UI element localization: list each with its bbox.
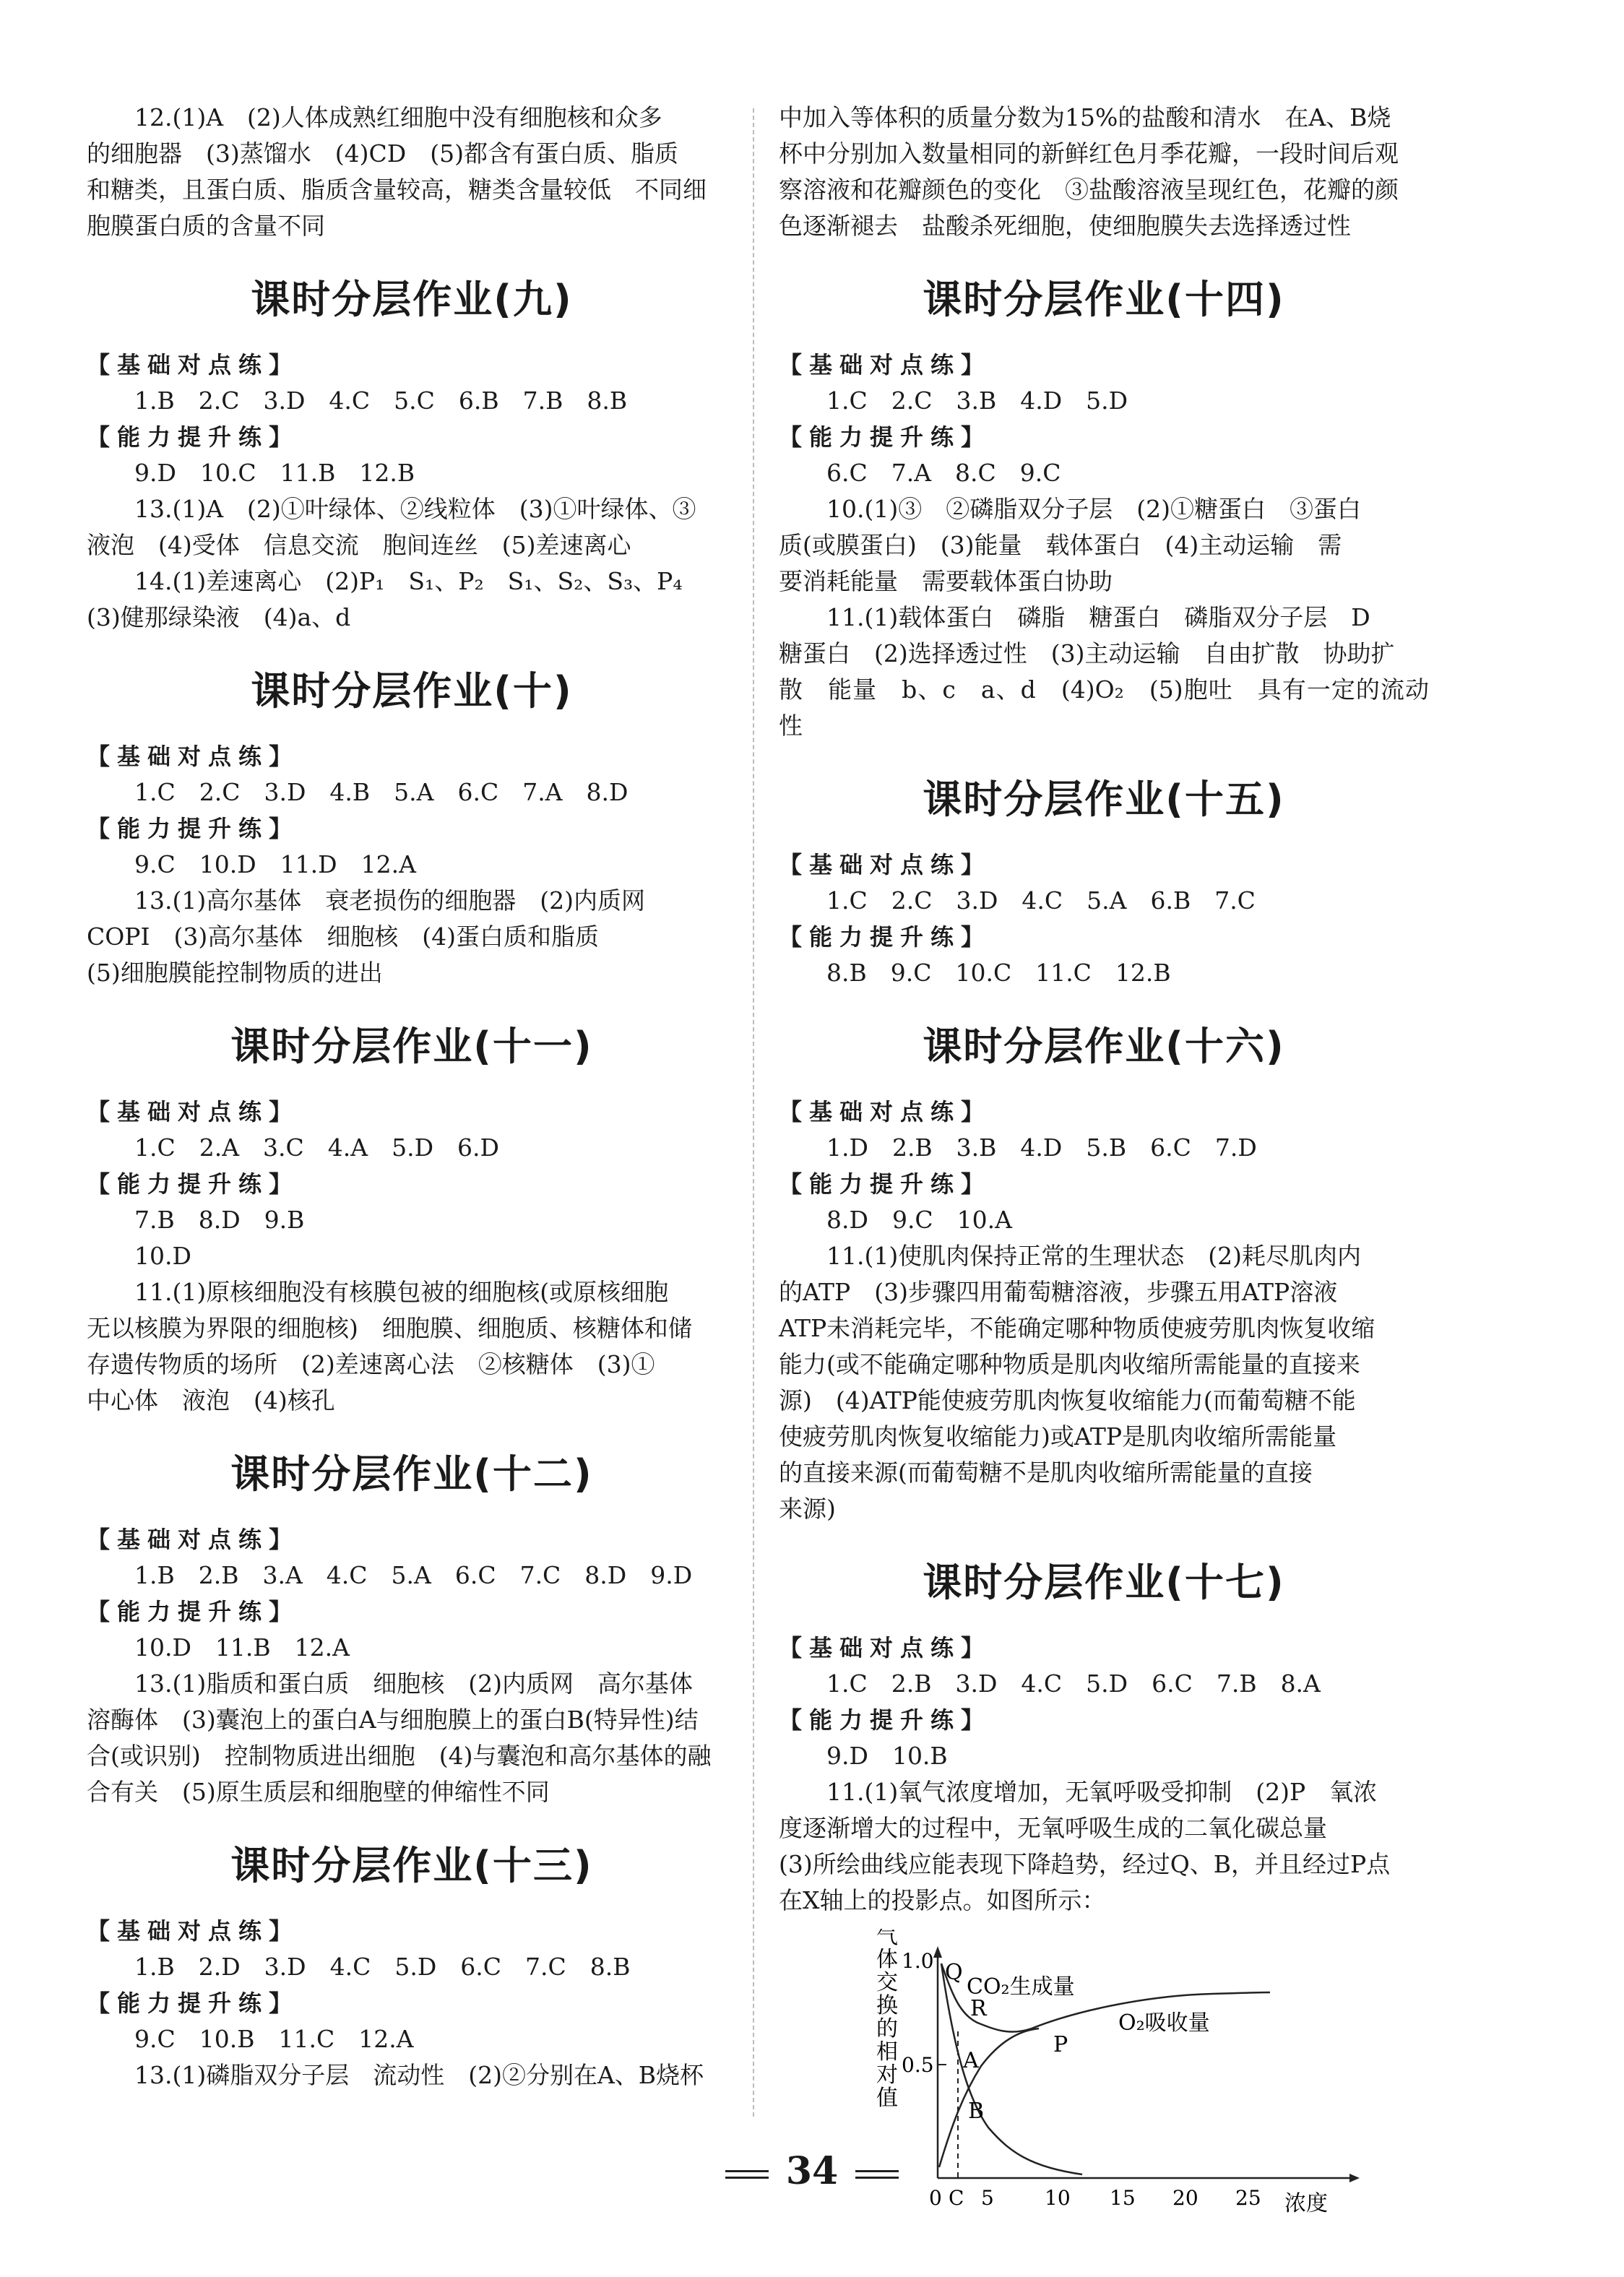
answer-13-line3: (5)细胞膜能控制物质的进出 (87, 959, 383, 987)
answers-advanced: 9.C 10.B 11.C 12.A (134, 2025, 414, 2053)
answer-11-line3: 存遗传物质的场所 (2)差速离心法 ②核糖体 (3)① (87, 1350, 655, 1378)
basic-practice-tag: 【基础对点练】 (87, 1526, 300, 1553)
answer-13-cont-line2: 杯中分别加入数量相同的新鲜红色月季花瓣，一段时间后观 (779, 139, 1399, 168)
answer-11-line2: 度逐渐增大的过程中，无氧呼吸生成的二氧化碳总量 (779, 1814, 1327, 1842)
basic-practice-tag: 【基础对点练】 (87, 743, 300, 770)
answer-10-line2: 质(或膜蛋白) (3)能量 载体蛋白 (4)主动运输 需 (779, 531, 1342, 559)
page-number-text: 34 (785, 2149, 839, 2193)
answers-basic: 1.C 2.C 3.D 4.C 5.A 6.B 7.C (826, 886, 1256, 915)
answer-11-line3: ATP未消耗完毕，不能确定哪种物质使疲劳肌肉恢复收缩 (779, 1314, 1375, 1342)
section-heading-14: 课时分层作业(十四) (923, 277, 1285, 322)
section-heading-9: 课时分层作业(九) (251, 277, 573, 322)
answers-advanced: 7.B 8.D 9.B (134, 1206, 305, 1234)
answers-basic: 1.C 2.C 3.B 4.D 5.D (826, 386, 1128, 415)
point-r: R (970, 1996, 987, 2021)
answers-advanced: 9.D 10.B (826, 1742, 948, 1770)
answers-advanced: 9.D 10.C 11.B 12.B (134, 459, 415, 487)
answer-12-line1: 12.(1)A (2)人体成熟红细胞中没有细胞核和众多 (134, 103, 662, 131)
y-tick-0-5: 0.5 (902, 2053, 934, 2077)
page-number (0, 2149, 1624, 2193)
answer-13-line1: 13.(1)脂质和蛋白质 细胞核 (2)内质网 高尔基体 (134, 1669, 693, 1698)
point-q: Q (945, 1960, 963, 1985)
basic-practice-tag: 【基础对点练】 (87, 1098, 300, 1125)
answers-basic: 1.B 2.C 3.D 4.C 5.C 6.B 7.B 8.B (134, 386, 628, 415)
answers-basic: 1.C 2.B 3.D 4.C 5.D 6.C 7.B 8.A (826, 1669, 1321, 1698)
x-tick-25: 25 (1235, 2186, 1261, 2210)
advanced-practice-tag: 【能力提升练】 (779, 1170, 992, 1198)
answer-14-line2: (3)健那绿染液 (4)a、d (87, 603, 351, 631)
y-tick-1: 1.0 (902, 1949, 934, 1973)
answer-10-line1: 10.(1)③ ②磷脂双分子层 (2)①糖蛋白 ③蛋白 (826, 495, 1361, 523)
point-p: P (1053, 2032, 1068, 2057)
advanced-practice-tag: 【能力提升练】 (87, 1170, 300, 1198)
point-b: B (968, 2099, 985, 2124)
answer-13-line1: 13.(1)A (2)①叶绿体、②线粒体 (3)①叶绿体、③ (134, 495, 696, 523)
answer-11-line6: 使疲劳肌肉恢复收缩能力)或ATP是肌肉收缩所需能量 (779, 1422, 1337, 1451)
basic-practice-tag: 【基础对点练】 (779, 1634, 992, 1662)
answer-12-line4: 胞膜蛋白质的含量不同 (87, 212, 325, 240)
answer-11-line5: 源) (4)ATP能使疲劳肌肉恢复收缩能力(而葡萄糖不能 (779, 1386, 1356, 1414)
x-tick-c: C (949, 2186, 964, 2210)
advanced-practice-tag: 【能力提升练】 (779, 1706, 992, 1734)
o2-label: O₂吸收量 (1118, 2010, 1210, 2036)
answers-advanced: 10.D 11.B 12.A (134, 1633, 350, 1662)
x-axis-label: 浓度 (1284, 2191, 1328, 2216)
point-a: A (963, 2048, 979, 2073)
advanced-practice-tag: 【能力提升练】 (87, 1598, 300, 1625)
page-number-rule-left (725, 2170, 769, 2179)
answer-11-line4: 中心体 液泡 (4)核孔 (87, 1386, 335, 1414)
answer-11-line3: (3)所绘曲线应能表现下降趋势，经过Q、B，并且经过P点 (779, 1850, 1391, 1878)
section-heading-13: 课时分层作业(十三) (230, 1843, 593, 1888)
left-column (87, 100, 737, 2094)
column-divider (753, 108, 754, 2117)
x-tick-0: 0 (929, 2186, 942, 2210)
answer-13-line2: 液泡 (4)受体 信息交流 胞间连丝 (5)差速离心 (87, 531, 631, 559)
answer-11-line8: 来源) (779, 1495, 836, 1523)
answer-11-line4: 在X轴上的投影点。如图所示： (779, 1886, 1106, 1914)
answer-11-line2: 的ATP (3)步骤四用葡萄糖溶液，步骤五用ATP溶液 (779, 1278, 1338, 1306)
advanced-practice-tag: 【能力提升练】 (779, 423, 992, 451)
section-heading-17: 课时分层作业(十七) (923, 1560, 1285, 1605)
advanced-practice-tag: 【能力提升练】 (87, 1989, 300, 2017)
answer-11-line1: 11.(1)氧气浓度增加，无氧呼吸受抑制 (2)P 氧浓 (826, 1778, 1378, 1806)
advanced-practice-tag: 【能力提升练】 (779, 923, 992, 951)
basic-practice-tag: 【基础对点练】 (87, 351, 300, 379)
answers-basic: 1.D 2.B 3.B 4.D 5.B 6.C 7.D (826, 1133, 1257, 1162)
section-heading-16: 课时分层作业(十六) (923, 1024, 1285, 1069)
page-number-rule-right (855, 2170, 899, 2179)
answer-13-line3: 合(或识别) 控制物质进出细胞 (4)与囊泡和高尔基体的融 (87, 1742, 712, 1770)
section-heading-12: 课时分层作业(十二) (230, 1451, 593, 1497)
answer-13-cont-line1: 中加入等体积的质量分数为15%的盐酸和清水 在A、B烧 (779, 103, 1391, 131)
answer-13-line2: COPⅠ (3)高尔基体 细胞核 (4)蛋白质和脂质 (87, 923, 600, 951)
basic-practice-tag: 【基础对点练】 (779, 351, 992, 379)
answer-11-line1: 11.(1)使肌肉保持正常的生理状态 (2)耗尽肌肉内 (826, 1242, 1361, 1270)
answer-14-line1: 14.(1)差速离心 (2)P₁ S₁、P₂ S₁、S₂、S₃、P₄ (134, 567, 683, 595)
x-tick-20: 20 (1172, 2186, 1198, 2210)
answers-basic: 1.B 2.B 3.A 4.C 5.A 6.C 7.C 8.D 9.D (134, 1561, 693, 1589)
right-column (779, 100, 1429, 2218)
answer-12-line2: 的细胞器 (3)蒸馏水 (4)CD (5)都含有蛋白质、脂质 (87, 139, 678, 168)
answer-11-line7: 的直接来源(而葡萄糖不是肌肉收缩所需能量的直接 (779, 1459, 1313, 1487)
advanced-practice-tag: 【能力提升练】 (87, 423, 300, 451)
answer-13-line4: 合有关 (5)原生质层和细胞壁的伸缩性不同 (87, 1778, 550, 1806)
o2-curve (939, 2028, 1039, 2167)
basic-practice-tag: 【基础对点练】 (779, 851, 992, 878)
answer-13-cont-line4: 色逐渐褪去 盐酸杀死细胞，使细胞膜失去选择透过性 (779, 212, 1351, 240)
section-heading-15: 课时分层作业(十五) (923, 777, 1285, 822)
answer-13-line1: 13.(1)高尔基体 衰老损伤的细胞器 (2)内质网 (134, 886, 645, 915)
answers-advanced: 9.C 10.D 11.D 12.A (134, 850, 416, 878)
basic-practice-tag: 【基础对点练】 (87, 1917, 300, 1945)
co2-label: CO₂生成量 (967, 1974, 1075, 2000)
y-axis-label: 气体交换的相对值 (876, 1929, 898, 2111)
advanced-practice-tag: 【能力提升练】 (87, 815, 300, 842)
answers-basic: 1.B 2.D 3.D 4.C 5.D 6.C 7.C 8.B (134, 1953, 631, 1981)
answers-basic: 1.C 2.A 3.C 4.A 5.D 6.D (134, 1133, 499, 1162)
answer-11-line1: 11.(1)原核细胞没有核膜包被的细胞核(或原核细胞 (134, 1278, 669, 1306)
answer-13-line2: 溶酶体 (3)囊泡上的蛋白A与细胞膜上的蛋白B(特异性)结 (87, 1706, 699, 1734)
x-tick-15: 15 (1110, 2186, 1136, 2210)
answer-11-line2: 糖蛋白 (2)选择透过性 (3)主动运输 自由扩散 协助扩 (779, 639, 1395, 667)
x-tick-10: 10 (1045, 2186, 1071, 2210)
answers-advanced: 6.C 7.A 8.C 9.C (826, 459, 1061, 487)
answer-10-line3: 要消耗能量 需要载体蛋白协助 (779, 567, 1113, 595)
basic-practice-tag: 【基础对点练】 (779, 1098, 992, 1125)
answers-basic: 1.C 2.C 3.D 4.B 5.A 6.C 7.A 8.D (134, 778, 629, 806)
answer-11-line2: 无以核膜为界限的细胞核) 细胞膜、细胞质、核糖体和储 (87, 1314, 692, 1342)
answer-13-cont-line3: 察溶液和花瓣颜色的变化 ③盐酸溶液呈现红色，花瓣的颜 (779, 176, 1399, 204)
y-axis-arrow (933, 1946, 942, 1958)
answers-advanced-2: 10.D (134, 1242, 191, 1270)
answer-11-line4: 能力(或不能确定哪种物质是肌肉收缩所需能量的直接来 (779, 1350, 1360, 1378)
answer-11-line1: 11.(1)载体蛋白 磷脂 糖蛋白 磷脂双分子层 D (826, 603, 1370, 631)
section-heading-11: 课时分层作业(十一) (230, 1024, 593, 1069)
answer-12-line3: 和糖类，且蛋白质、脂质含量较高，糖类含量较低 不同细 (87, 176, 707, 204)
answer-13-line1: 13.(1)磷脂双分子层 流动性 (2)②分别在A、B烧杯 (134, 2061, 704, 2089)
answers-advanced: 8.D 9.C 10.A (826, 1206, 1012, 1234)
answers-advanced: 8.B 9.C 10.C 11.C 12.B (826, 959, 1171, 987)
section-heading-10: 课时分层作业(十) (251, 668, 573, 714)
x-tick-5: 5 (981, 2186, 994, 2210)
answer-11-line3: 散 能量 b、c a、d (4)O₂ (5)胞吐 具有一定的流动性 (779, 675, 1429, 740)
